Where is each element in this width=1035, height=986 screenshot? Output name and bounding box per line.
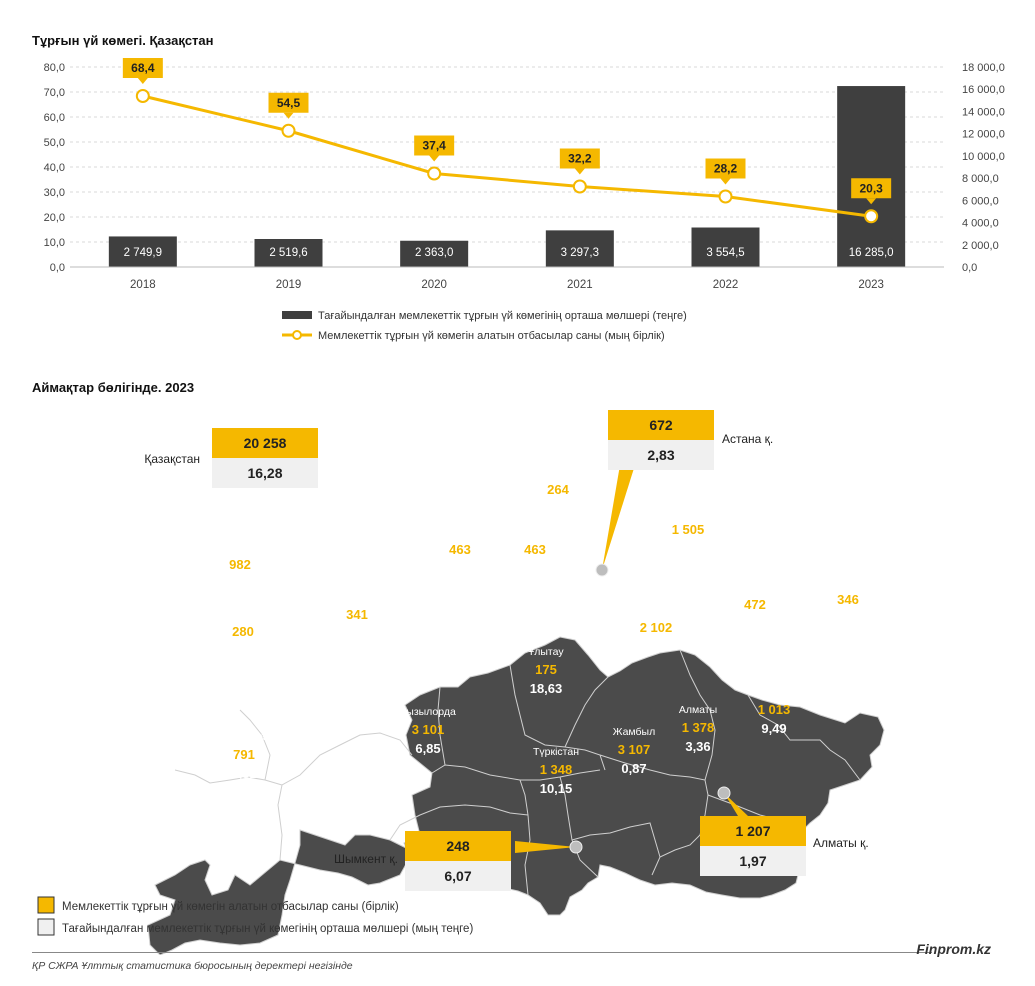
region-name-label: ШҚО xyxy=(836,576,860,588)
y-left-tick-label: 50,0 xyxy=(43,137,65,149)
y-left-tick-label: 80,0 xyxy=(43,62,65,74)
x-tick-label: 2018 xyxy=(130,279,156,291)
region-count-label: 463 xyxy=(524,542,546,557)
callout-pointer xyxy=(602,465,635,570)
region-count-label: 3 107 xyxy=(617,742,651,757)
y-right-tick-label: 18 000,0 xyxy=(962,62,1005,74)
region-name-label: Маңғыстау xyxy=(217,731,271,743)
region-count-label: 463 xyxy=(449,542,471,557)
region-avg-label: 5,20 xyxy=(522,561,548,576)
y-right-tick-label: 6 000,0 xyxy=(962,195,999,208)
bar xyxy=(837,86,905,267)
line-point xyxy=(283,125,295,137)
line-point xyxy=(865,210,877,222)
region-avg-label: 6,85 xyxy=(415,741,441,756)
region-name-label: Жамбыл xyxy=(612,726,656,738)
y-left-tick-label: 10,0 xyxy=(43,237,65,249)
line-value-label: 37,4 xyxy=(422,138,446,153)
region-avg-label: 1,70 xyxy=(344,626,370,641)
legend-swatch-bar xyxy=(282,311,312,319)
callout-name-label: Алматы қ. xyxy=(813,836,869,850)
bar-value-label: 16 285,0 xyxy=(848,247,894,259)
brand-logo-text: Finprom.kz xyxy=(916,941,991,957)
callout-count-value: 20 258 xyxy=(243,435,287,451)
line-value-label: 28,2 xyxy=(713,161,738,176)
map-legend-swatch xyxy=(38,897,54,913)
bar-line-chart xyxy=(0,0,1035,365)
region-name-label: Ұлытау xyxy=(528,646,564,658)
y-right-tick-label: 0,0 xyxy=(962,262,978,274)
region-count-label: 982 xyxy=(229,557,251,572)
region-avg-label: 3,36 xyxy=(685,739,711,754)
legend-label-bar: Тағайындалған мемлекеттік тұрғын үй көмегінің орташа мөлшері (теңге) xyxy=(318,310,687,322)
region-avg-label: 2,58 xyxy=(545,501,571,516)
region-avg-label: 5,51 xyxy=(231,766,257,781)
y-left-tick-label: 40,0 xyxy=(43,162,65,174)
x-tick-label: 2019 xyxy=(275,279,302,291)
region-avg-label: 10,15 xyxy=(539,781,573,796)
regions-map xyxy=(0,395,1035,955)
bar-value-label: 3 554,5 xyxy=(706,247,745,259)
legend-label-line: Мемлекеттік тұрғын үй көмегін алатын отбасылар саны (мың бірлік) xyxy=(318,330,665,342)
y-right-tick-label: 12 000,0 xyxy=(962,128,1005,141)
line-label-pointer xyxy=(575,169,585,175)
x-tick-label: 2023 xyxy=(858,279,884,291)
region-avg-label: 2,94 xyxy=(643,639,669,654)
chart-title: Тұрғын үй көмегі. Қазақстан xyxy=(32,33,214,48)
y-left-tick-label: 30,0 xyxy=(43,187,65,199)
x-tick-label: 2020 xyxy=(421,279,447,291)
callout-avg-value: 1,97 xyxy=(739,853,767,869)
region-name-label: Жетісу xyxy=(757,686,791,698)
region-count-label: 1 013 xyxy=(757,702,791,717)
line-value-label: 54,5 xyxy=(276,95,301,110)
line-point xyxy=(574,181,586,193)
region-name-label: Атырауская xyxy=(214,608,272,620)
callout-name-label: Астана қ. xyxy=(722,432,774,446)
map-legend-label: Мемлекеттік тұрғын үй көмегін алатын отбасылар саны (бірлік) xyxy=(62,901,399,913)
region-count-label: 2 102 xyxy=(639,620,673,635)
y-right-tick-label: 16 000,0 xyxy=(962,84,1005,97)
region-name-label: Қостанай xyxy=(437,526,483,538)
region-count-label: 3 101 xyxy=(411,722,445,737)
x-tick-label: 2022 xyxy=(712,279,739,291)
region-avg-label: 18,63 xyxy=(529,681,563,696)
map-legend-swatch xyxy=(38,919,54,935)
line-value-label: 32,2 xyxy=(568,151,592,166)
y-right-tick-label: 4 000,0 xyxy=(962,217,999,230)
y-left-tick-label: 70,0 xyxy=(43,87,65,99)
y-right-tick-label: 14 000,0 xyxy=(962,106,1005,119)
line-point xyxy=(428,168,440,180)
y-left-tick-label: 60,0 xyxy=(43,112,65,124)
line-label-pointer xyxy=(138,78,148,84)
region-name-label: Қызылорда xyxy=(400,706,456,718)
line-label-pointer xyxy=(284,113,294,119)
region-avg-label: 0,87 xyxy=(621,761,647,776)
region-count-label: 280 xyxy=(232,624,254,639)
region-name-label: Ақмола xyxy=(516,526,554,538)
region-avg-label: 6,96 xyxy=(447,561,473,576)
callout-avg-value: 2,83 xyxy=(647,447,675,463)
region-name-label: Түркістан xyxy=(532,746,580,758)
region-avg-label: 2,20 xyxy=(227,576,253,591)
region-name-label: Павлодар xyxy=(663,506,713,518)
y-left-tick-label: 0,0 xyxy=(49,262,65,274)
line-point xyxy=(720,191,732,203)
x-tick-label: 2021 xyxy=(567,279,593,291)
callout-avg-value: 6,07 xyxy=(444,868,472,884)
line-series xyxy=(143,96,871,216)
footer-divider xyxy=(32,952,932,953)
region-name-label: Ақтөбе xyxy=(340,591,374,603)
callout-count-value: 248 xyxy=(446,838,470,854)
y-right-tick-label: 10 000,0 xyxy=(962,150,1005,163)
line-point xyxy=(137,90,149,102)
bar-value-label: 2 749,9 xyxy=(123,247,163,259)
map-title: Аймақтар бөлігінде. 2023 xyxy=(32,380,195,395)
region-avg-label: 9,49 xyxy=(761,721,787,736)
city-marker xyxy=(596,564,608,576)
callout-count-value: 1 207 xyxy=(735,823,771,839)
callout-count-value: 672 xyxy=(649,417,673,433)
bar-value-label: 2 519,6 xyxy=(269,247,308,259)
region-name-label: БҚО xyxy=(229,541,251,553)
region-count-label: 791 xyxy=(233,747,255,762)
region-count-label: 341 xyxy=(346,607,368,622)
region-name-label: Қарағанды xyxy=(629,604,683,616)
region-name-label: СҚО xyxy=(547,466,569,478)
region-count-label: 175 xyxy=(535,662,557,677)
region-name-label: Алматы xyxy=(678,704,718,716)
region-count-label: 1 505 xyxy=(671,522,705,537)
callout-name-label: Шымкент қ. xyxy=(334,852,398,866)
region-avg-label: 2,08 xyxy=(230,643,256,658)
region-avg-label: 2,34 xyxy=(742,616,768,631)
map-legend-label: Тағайындалған мемлекеттік тұрғын үй көмегінің орташа мөлшері (мың теңге) xyxy=(62,923,474,935)
source-note: ҚР СЖРА Ұлттық статистика бюросының деректері негізінде xyxy=(32,960,353,972)
callout-name-label: Қазақстан xyxy=(144,452,200,466)
line-value-label: 20,3 xyxy=(859,181,883,196)
region-count-label: 472 xyxy=(744,597,766,612)
region-name-label: Абай xyxy=(742,581,768,593)
line-value-label: 68,4 xyxy=(131,61,155,75)
region-count-label: 1 378 xyxy=(681,720,715,735)
y-right-tick-label: 2 000,0 xyxy=(962,239,999,252)
y-right-tick-label: 8 000,0 xyxy=(962,173,999,186)
region-avg-label: 2,92 xyxy=(835,611,861,626)
callout-avg-value: 16,28 xyxy=(247,465,283,481)
legend-swatch-marker xyxy=(293,331,301,339)
region-count-label: 1 348 xyxy=(539,762,573,777)
city-marker xyxy=(718,787,730,799)
bar-value-label: 2 363,0 xyxy=(414,247,454,259)
region-avg-label: 2,40 xyxy=(675,541,701,556)
region-count-label: 346 xyxy=(837,592,859,607)
city-marker xyxy=(570,841,582,853)
line-label-pointer xyxy=(429,156,439,162)
y-left-tick-label: 20,0 xyxy=(43,212,65,224)
region-count-label: 264 xyxy=(547,482,569,497)
line-label-pointer xyxy=(721,179,731,185)
bar-value-label: 3 297,3 xyxy=(560,247,600,259)
